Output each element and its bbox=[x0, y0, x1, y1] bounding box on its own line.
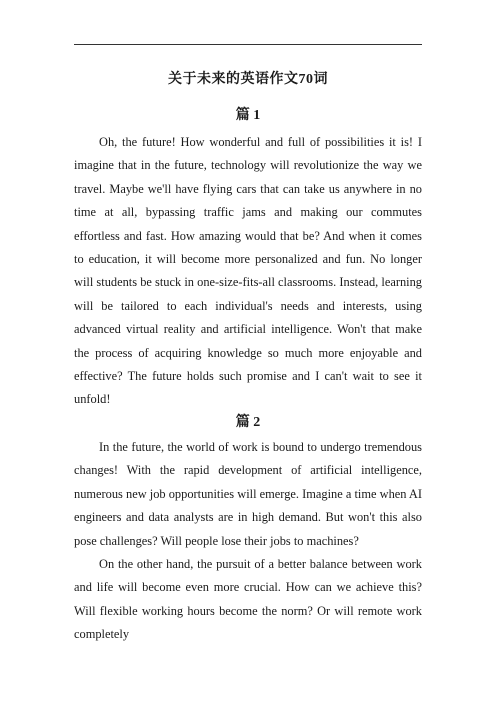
document-title: 关于未来的英语作文70词 bbox=[168, 72, 328, 87]
section-heading-1: 篇 1 bbox=[235, 108, 261, 123]
section-heading-2: 篇 2 bbox=[235, 415, 261, 430]
section-2-paragraph-2: On the other hand, the pursuit of a better balance between work and life will become even more crucial. How can we achieve this? Will flexible working hours become the norm? Or will remote work completely bbox=[74, 557, 422, 642]
top-rule bbox=[74, 44, 422, 45]
section-2-paragraph-1: In the future, the world of work is bound to undergo tremendous changes! With the rapid development of artificial intelligence, numerous new job opportunities will emerge. Imagine a time when AI engineers and data analysts are in high demand. But won't this also pose challenges? Will people lose their jobs to machines? bbox=[74, 440, 422, 548]
section-1-paragraph: Oh, the future! How wonderful and full of possibilities it is! I imagine that in the future, technology will revolutionize the way we travel. Maybe we'll have flying cars that can take us anywhere in no time at all, bypassing traffic jams and making our commutes effortless and fast. How amazing would that be? And when it comes to education, it will become more personalized and fun. No longer will students be stuck in one-size-fits-all classrooms. Instead, learning will be tailored to each individual's needs and interests, using advanced virtual reality and artificial intelligence. Won't that make the process of acquiring knowledge so much more enjoyable and effective? The future holds such promise and I can't wait to see it unfold! bbox=[74, 135, 422, 407]
